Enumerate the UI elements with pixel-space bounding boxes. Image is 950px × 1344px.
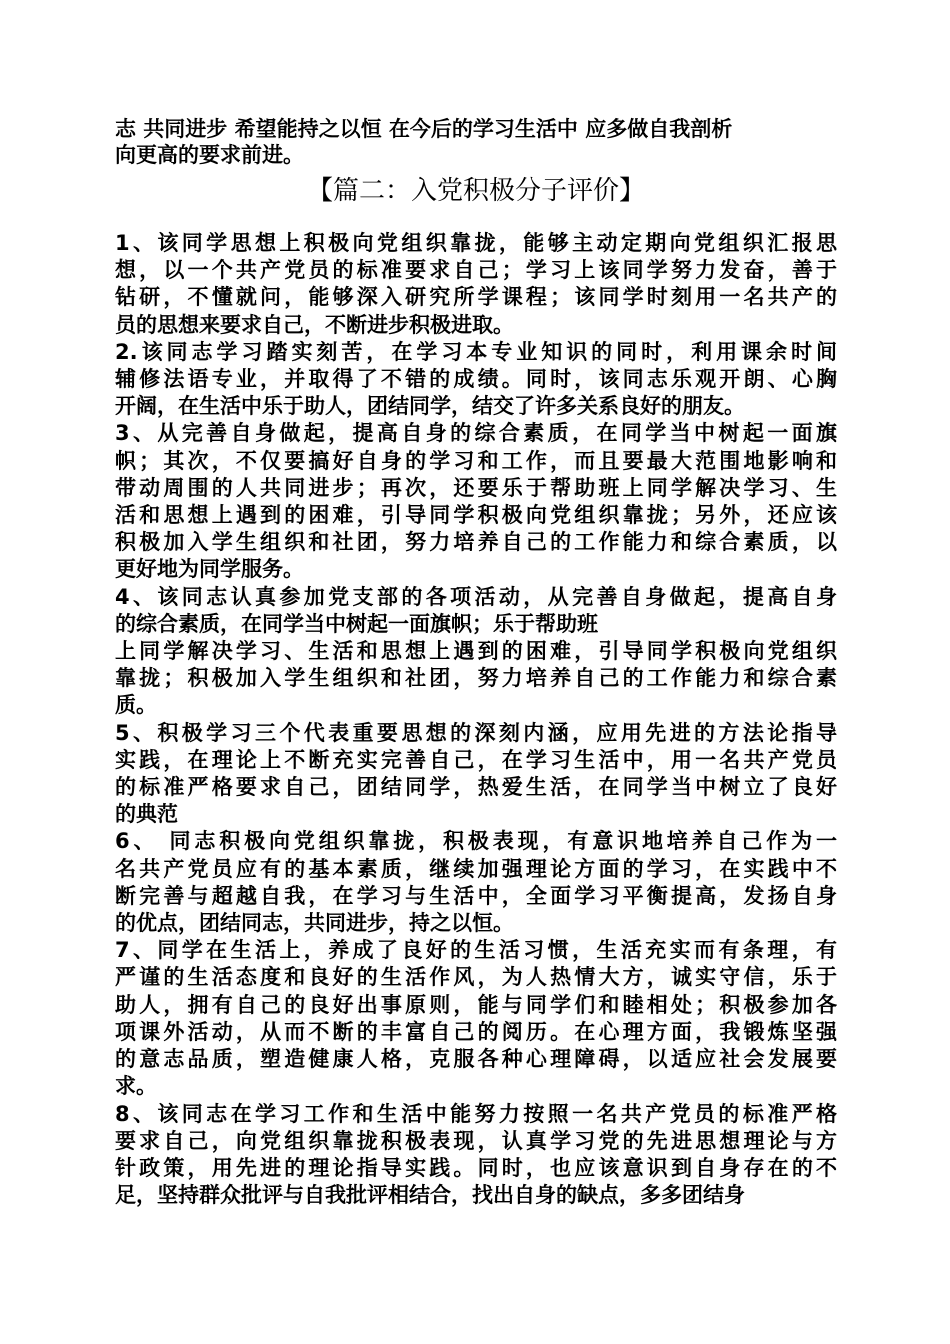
paragraph-line: 想，以一个共产党员的标准要求自己；学习上该同学努力发奋，善于 bbox=[115, 258, 837, 283]
paragraph-line: 8、该同志在学习工作和生活中能努力按照一名共产党员的标准严格 bbox=[115, 1101, 837, 1126]
paragraph-line: 员的思想来要求自己，不断进步积极进取。 bbox=[115, 312, 514, 337]
paragraph-line: 的标准严格要求自己，团结同学，热爱生活，在同学当中树立了良好 bbox=[115, 775, 837, 800]
paragraph-line: 帜；其次，不仅要搞好自身的学习和工作，而且要最大范围地影响和 bbox=[115, 448, 837, 473]
intro-line: 向更高的要求前进。 bbox=[115, 143, 304, 167]
paragraph-line: 5、积极学习三个代表重要思想的深刻内涵，应用先进的方法论指导 bbox=[115, 720, 837, 745]
paragraph-line: 1、该同学思想上积极向党组织靠拢，能够主动定期向党组织汇报思 bbox=[115, 231, 837, 255]
intro-text bbox=[115, 116, 837, 168]
paragraph-line: 要求自己，向党组织靠拢积极表现，认真学习党的先进思想理论与方 bbox=[115, 1128, 837, 1153]
evaluation-paragraph bbox=[115, 339, 837, 421]
evaluation-paragraph bbox=[115, 1101, 837, 1210]
evaluation-paragraph bbox=[115, 720, 837, 829]
paragraph-line: 严谨的生活态度和良好的生活作风，为人热情大方，诚实守信，乐于 bbox=[115, 965, 837, 990]
document-page bbox=[115, 116, 837, 1209]
evaluation-paragraph bbox=[115, 937, 837, 1100]
paragraph-line: 上同学解决学习、生活和思想上遇到的困难，引导同学积极向党组织 bbox=[115, 639, 837, 664]
paragraph-line: 的优点，团结同志，共同进步，持之以恒。 bbox=[115, 911, 514, 936]
paragraph-line: 的典范 bbox=[115, 802, 178, 827]
paragraph-line: 积极加入学生组织和社团，努力培养自己的工作能力和综合素质，以 bbox=[115, 530, 837, 555]
paragraph-line: 开阔，在生活中乐于助人，团结同学，结交了许多关系良好的朋友。 bbox=[115, 394, 745, 419]
paragraph-line: 的意志品质，塑造健康人格，克服各种心理障碍，以适应社会发展要 bbox=[115, 1047, 837, 1072]
paragraph-line: 靠拢；积极加入学生组织和社团，努力培养自己的工作能力和综合素 bbox=[115, 666, 837, 691]
paragraph-line: 更好地为同学服务。 bbox=[115, 557, 304, 582]
evaluation-paragraph bbox=[115, 420, 837, 583]
evaluation-paragraph bbox=[115, 828, 837, 937]
paragraph-line: 活和思想上遇到的困难，引导同学积极向党组织靠拢；另外，还应该 bbox=[115, 503, 837, 528]
paragraph-line: 求。 bbox=[115, 1074, 157, 1099]
evaluation-paragraph bbox=[115, 584, 837, 720]
paragraph-line: 针政策，用先进的理论指导实践。同时，也应该意识到自身存在的不 bbox=[115, 1155, 837, 1180]
paragraph-line: 带动周围的人共同进步；再次，还要乐于帮助班上同学解决学习、生 bbox=[115, 475, 837, 500]
paragraph-line: 项课外活动，从而不断的丰富自己的阅历。在心理方面，我锻炼坚强 bbox=[115, 1019, 837, 1044]
paragraph-line: 辅修法语专业，并取得了不错的成绩。同时，该同志乐观开朗、心胸 bbox=[115, 367, 837, 392]
paragraph-line: 3、从完善自身做起，提高自身的综合素质，在同学当中树起一面旗 bbox=[115, 421, 837, 446]
intro-line: 志 共同进步 希望能持之以恒 在今后的学习生活中 应多做自我剖析 bbox=[115, 117, 733, 141]
paragraph-line: 实践，在理论上不断充实完善自己，在学习生活中，用一名共产党员 bbox=[115, 747, 837, 772]
paragraph-line: 2.该同志学习踏实刻苦，在学习本专业知识的同时，利用课余时间 bbox=[115, 339, 837, 364]
paragraph-line: 4、该同志认真参加党支部的各项活动，从完善自身做起，提高自身 bbox=[115, 584, 837, 609]
evaluation-list bbox=[115, 230, 837, 1209]
paragraph-line: 助人，拥有自己的良好出事原则，能与同学们和睦相处；积极参加各 bbox=[115, 992, 837, 1017]
paragraph-line: 断完善与超越自我，在学习与生活中，全面学习平衡提高，发扬自身 bbox=[115, 883, 837, 908]
paragraph-line: 钻研，不懂就问，能够深入研究所学课程；该同学时刻用一名共产的 bbox=[115, 285, 837, 310]
paragraph-line: 7、同学在生活上，养成了良好的生活习惯，生活充实而有条理，有 bbox=[115, 938, 837, 963]
paragraph-line: 6、 同志积极向党组织靠拢，积极表现，有意识地培养自己作为一 bbox=[115, 829, 837, 854]
paragraph-line: 名共产党员应有的基本素质，继续加强理论方面的学习，在实践中不 bbox=[115, 856, 837, 881]
paragraph-line: 足，坚持群众批评与自我批评相结合，找出自身的缺点，多多团结身 bbox=[115, 1183, 745, 1208]
evaluation-paragraph bbox=[115, 230, 837, 339]
paragraph-line: 质。 bbox=[115, 693, 157, 718]
paragraph-line: 的综合素质，在同学当中树起一面旗帜；乐于帮助班 bbox=[115, 611, 598, 636]
section-heading: 【篇二：入党积极分子评价】 bbox=[306, 176, 645, 206]
